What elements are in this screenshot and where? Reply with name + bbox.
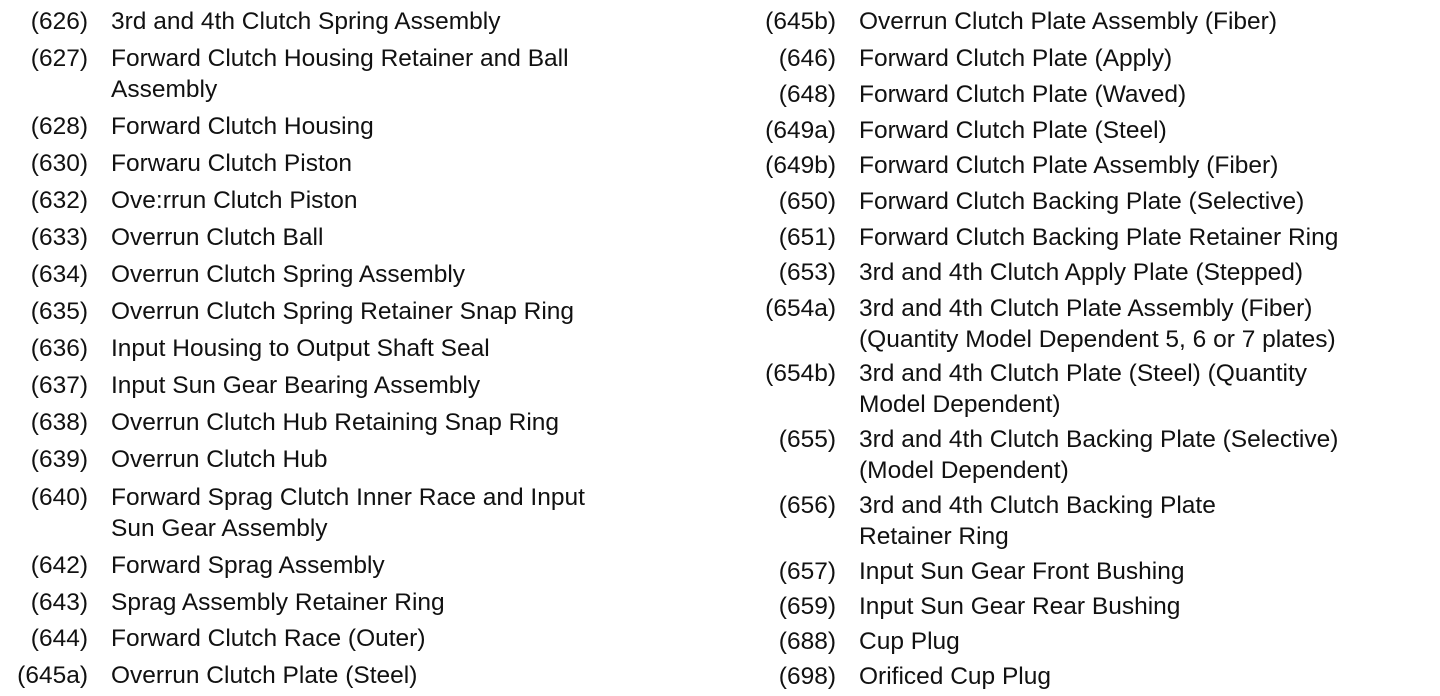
part-description — [111, 623, 426, 654]
part-code: (698) — [778, 663, 836, 690]
part-description-line: 3rd and 4th Clutch Plate Assembly (Fiber) — [859, 295, 1313, 322]
part-description — [859, 424, 1338, 486]
part-description-line: Sprag Assembly Retainer Ring — [111, 589, 445, 616]
part-code: (632) — [30, 187, 88, 214]
part-description-line: Overrun Clutch Hub Retaining Snap Ring — [111, 409, 560, 436]
part-description-line: 3rd and 4th Clutch Apply Plate (Stepped) — [859, 259, 1304, 286]
part-description — [111, 148, 352, 179]
part-description-line: Input Sun Gear Front Bushing — [859, 558, 1185, 585]
part-description-line: (Quantity Model Dependent 5, 6 or 7 plates) — [859, 326, 1336, 353]
part-code: (649b) — [765, 152, 836, 179]
part-code: (628) — [30, 113, 88, 140]
part-description-line: 3rd and 4th Clutch Backing Plate (Selective) — [859, 426, 1339, 453]
part-description-line: Forward Clutch Plate (Steel) — [859, 117, 1167, 144]
part-description-line: Input Sun Gear Rear Bushing — [859, 593, 1181, 620]
part-description — [111, 587, 445, 618]
part-code: (633) — [30, 224, 88, 251]
part-description — [859, 79, 1186, 110]
part-description-line: Cup Plug — [859, 628, 960, 655]
part-code: (654b) — [765, 360, 836, 387]
part-code: (649a) — [765, 117, 836, 144]
part-code: (656) — [778, 492, 836, 519]
part-description — [859, 43, 1172, 74]
part-code: (635) — [30, 298, 88, 325]
part-description-line: Overrun Clutch Spring Retainer Snap Ring — [111, 298, 575, 325]
part-description — [111, 370, 480, 401]
part-description-line: Forward Clutch Plate (Apply) — [859, 45, 1173, 72]
part-description-line: Forward Clutch Plate (Waved) — [859, 81, 1187, 108]
part-description-line: (Model Dependent) — [859, 457, 1069, 484]
part-description — [859, 257, 1303, 288]
part-description-line: Forward Clutch Plate Assembly (Fiber) — [859, 152, 1279, 179]
part-code: (688) — [778, 628, 836, 655]
part-description — [859, 186, 1304, 217]
part-code: (640) — [30, 484, 88, 511]
part-description — [111, 482, 585, 544]
part-description — [111, 222, 323, 253]
part-code: (637) — [30, 372, 88, 399]
part-description-line: Forward Sprag Assembly — [111, 552, 385, 579]
part-code: (626) — [30, 8, 88, 35]
part-description — [859, 358, 1307, 420]
part-description — [111, 296, 574, 327]
part-description — [859, 626, 960, 657]
part-description — [111, 6, 501, 37]
part-description-line: Model Dependent) — [859, 391, 1061, 418]
part-code: (646) — [778, 45, 836, 72]
part-description — [859, 150, 1278, 181]
part-description-line: 3rd and 4th Clutch Plate (Steel) (Quantity — [859, 360, 1308, 387]
part-description-line: Forward Clutch Backing Plate Retainer Ring — [859, 224, 1339, 251]
part-code: (651) — [778, 224, 836, 251]
part-code: (642) — [30, 552, 88, 579]
part-description — [859, 556, 1185, 587]
part-description — [859, 293, 1336, 355]
part-description-line: Input Housing to Output Shaft Seal — [111, 335, 490, 362]
part-description — [111, 185, 357, 216]
part-description-line: Forward Sprag Clutch Inner Race and Input — [111, 484, 585, 511]
part-description-line: Overrun Clutch Spring Assembly — [111, 261, 466, 288]
part-description — [111, 111, 374, 142]
part-description-line: Input Sun Gear Bearing Assembly — [111, 372, 481, 399]
part-code: (638) — [30, 409, 88, 436]
part-code: (630) — [30, 150, 88, 177]
part-code: (657) — [778, 558, 836, 585]
part-description-line: Overrun Clutch Plate Assembly (Fiber) — [859, 8, 1277, 35]
part-description-line: Forward Clutch Housing — [111, 113, 374, 140]
part-description — [859, 222, 1338, 253]
part-code: (650) — [778, 188, 836, 215]
part-code: (636) — [30, 335, 88, 362]
part-code: (659) — [778, 593, 836, 620]
part-description-line: Forwaru Clutch Piston — [111, 150, 353, 177]
part-description — [111, 660, 417, 691]
part-code: (655) — [778, 426, 836, 453]
part-code: (645a) — [17, 662, 88, 689]
part-description — [111, 444, 328, 475]
part-description — [111, 259, 465, 290]
part-description-line: Retainer Ring — [859, 523, 1009, 550]
part-description-line: Sun Gear Assembly — [111, 515, 328, 542]
part-code: (648) — [778, 81, 836, 108]
part-code: (627) — [30, 45, 88, 72]
part-description — [111, 43, 569, 105]
part-description-line: Forward Clutch Race (Outer) — [111, 625, 426, 652]
part-description-line: 3rd and 4th Clutch Backing Plate — [859, 492, 1216, 519]
part-description-line: Overrun Clutch Plate (Steel) — [111, 662, 418, 689]
part-code: (643) — [30, 589, 88, 616]
part-description — [859, 115, 1167, 146]
part-code: (654a) — [765, 295, 836, 322]
part-description — [859, 661, 1051, 692]
part-description-line: Forward Clutch Housing Retainer and Ball — [111, 45, 569, 72]
part-description — [859, 6, 1277, 37]
part-description-line: Overrun Clutch Ball — [111, 224, 324, 251]
part-description — [859, 591, 1180, 622]
part-code: (644) — [30, 625, 88, 652]
part-code: (653) — [778, 259, 836, 286]
part-description — [111, 407, 559, 438]
part-description — [111, 550, 385, 581]
part-code: (639) — [30, 446, 88, 473]
part-description-line: Orificed Cup Plug — [859, 663, 1052, 690]
part-code: (634) — [30, 261, 88, 288]
part-code: (645b) — [765, 8, 836, 35]
part-description-line: Ove:rrun Clutch Piston — [111, 187, 358, 214]
part-description — [111, 333, 490, 364]
part-description — [859, 490, 1216, 552]
part-description-line: Assembly — [111, 76, 218, 103]
part-description-line: Forward Clutch Backing Plate (Selective) — [859, 188, 1305, 215]
part-description-line: 3rd and 4th Clutch Spring Assembly — [111, 8, 501, 35]
part-description-line: Overrun Clutch Hub — [111, 446, 328, 473]
